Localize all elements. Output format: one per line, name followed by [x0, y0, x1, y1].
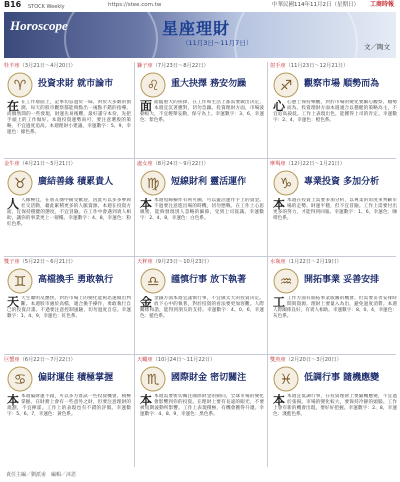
sign-headline: 謹慎行事 放下執著	[171, 275, 247, 285]
sign-header	[4, 356, 132, 364]
sign-dates: （5月22日～6月21日）	[19, 259, 76, 265]
sign-card-pisces	[270, 356, 398, 452]
svg-text:♌: ♌	[146, 78, 160, 94]
sign-name: 牡羊座	[4, 63, 20, 69]
forecast-text: 天生聰明反應快，對於市場上的變化能夠迅速做出判斷。本週股市處於高檔，適合換手操作，勇敢執行自己的投資計畫。不過要注意控制風險，切勿過度自信。幸運數字：1、4、9，幸運色：紅色系。	[7, 296, 131, 319]
sign-forecast	[273, 100, 397, 156]
sign-header	[4, 258, 132, 266]
sign-headline: 專業投資 多加分析	[304, 177, 380, 187]
sign-headline: 國際財金 密切關注	[171, 373, 247, 383]
sign-forecast	[7, 394, 131, 450]
svg-text:♓: ♓	[279, 372, 293, 388]
drop-cap: 工	[273, 296, 286, 309]
drop-cap: 在	[7, 100, 20, 113]
sign-header	[137, 356, 265, 364]
site-url: https://stee.com.tw	[108, 2, 162, 8]
forecast-text: 面臨重大的抉擇，在工作和生活上都需要做出決定，本週宜沉著應對，切勿急躁。投資理財方面，市場波動較大，不宜輕舉妄動，保守為上。幸運數字：3、6，幸運色：紫色系。	[140, 100, 264, 123]
sign-dates: （1月22日～2月19日）	[285, 259, 342, 265]
sign-name: 射手座	[270, 63, 286, 69]
forecast-text: 本週需要密切關注國際財金的動向，全球市場的變化會影響到你的投資。在理財上要有長遠的眼光，不要被短期波動所影響。工作上表現積極，有機會獲得升遷。幸運數字：4、8、9，幸運色：黑色系。	[140, 394, 264, 417]
column-divider	[134, 62, 135, 467]
sign-card-cancer	[4, 356, 132, 452]
sign-header	[137, 258, 265, 266]
row-divider	[4, 354, 396, 355]
sign-name: 處女座	[137, 161, 153, 167]
sign-dates: （9月23日～10月23日）	[152, 259, 212, 265]
sign-card-sagittarius	[270, 62, 398, 158]
row-divider	[4, 158, 396, 159]
sign-forecast	[273, 296, 397, 352]
forecast-text: 人緣極佳，在朋友圈中備受歡迎，因此可以多多參與社交活動，藉此累積更多的人脈資源。本週在投資方面，宜保持穩健的態度，不宜冒險。在工作中會遇到貴人相助，讓你的事業更上一層樓。幸運數字：4、8，幸運色：粉紅色系。	[7, 198, 131, 227]
forecast-text: 本週偏財運不錯，可以多方嘗試一些投資機會，積極掌握。在財務上會有一些意外之財，但要注意理財的規劃，不宜揮霍。工作上的表現也有不錯的評價。幸運數字：5、6、7，幸運色：黃色系。	[7, 394, 131, 417]
sign-name: 金牛座	[4, 161, 20, 167]
sign-card-scorpio	[137, 356, 265, 452]
sign-dates: （12月22日～1月21日）	[285, 161, 345, 167]
sign-header	[4, 62, 132, 70]
sign-dates: （11月23日～12月21日）	[285, 63, 349, 69]
drop-cap: 本	[140, 198, 153, 211]
svg-text:♍: ♍	[146, 176, 160, 192]
sign-name: 水瓶座	[270, 259, 286, 265]
drop-cap: 本	[273, 198, 286, 211]
sign-name: 雙魚座	[270, 357, 286, 363]
column-divider	[267, 62, 268, 467]
sign-name: 天蠍座	[137, 357, 153, 363]
drop-cap: 面	[140, 100, 153, 113]
sign-card-leo	[137, 62, 265, 158]
forecast-text: 在工作層面上，記事切忌過於一昧，對於大多數的預測，每天的股市觀察都能夠點出一兩點不錯的指導。而偶然間的一些發現，財運先易後難，最好謹守本份，先把手頭上的工作做好。本週投資運勢尚可，要注意選股的策略，不宜過度追高。本週理財小建議，幸運數字：5、9，幸運色：綠色系。	[7, 100, 131, 135]
sign-headline: 高檔換手 勇敢執行	[38, 275, 114, 285]
svg-text:♋: ♋	[13, 372, 27, 388]
drop-cap: 心	[273, 100, 286, 113]
sign-headline: 開拓事業 妥善安排	[304, 275, 380, 285]
sign-headline: 低調行事 隨機應變	[304, 373, 380, 383]
sign-forecast	[140, 296, 264, 352]
sign-header	[270, 258, 398, 266]
svg-text:♐: ♐	[279, 78, 293, 94]
sign-dates: （2月20日～3月20日）	[285, 357, 342, 363]
drop-cap: 本	[273, 394, 286, 407]
sign-card-taurus	[4, 160, 132, 256]
forecast-text: 工作方面有開拓事業版圖的機會，但需要妥善安排時間與資源。理財上要量入為出，避免過度消費。本週人際關係良好，有貴人相助。幸運數字：8、0、4，幸運色：灰色系。	[273, 296, 397, 319]
sign-headline: 廣結善緣 積累貴人	[38, 177, 114, 187]
sign-forecast	[7, 198, 131, 254]
page-number: B16	[4, 0, 22, 9]
sign-header	[137, 62, 265, 70]
sign-card-capricorn	[270, 160, 398, 256]
svg-text:♒: ♒	[279, 274, 293, 290]
sign-forecast	[7, 296, 131, 352]
section-label: Horoscope	[10, 18, 68, 33]
sign-dates: （6月22日～7月22日）	[19, 357, 76, 363]
sign-forecast	[140, 198, 264, 254]
swirl-decoration	[234, 12, 358, 58]
svg-text:♊: ♊	[13, 274, 27, 290]
brand-label: STOCK Weekly	[28, 4, 65, 10]
sign-name: 獅子座	[137, 63, 153, 69]
sign-forecast	[7, 100, 131, 156]
sign-header	[4, 160, 132, 168]
sign-card-gemini	[4, 258, 132, 354]
sign-forecast	[140, 394, 264, 450]
drop-cap: 人	[7, 198, 20, 211]
forecast-text: 本週短線操作有利可圖，可以靈活運作手上的資金。不過要注意進出場的時機，切勿戀戰。在工作上心思縝密，能夠發現別人忽略的細節，受到上司賞識。幸運數字：2、4、8，幸運色：白色系。	[140, 198, 264, 221]
sign-card-libra	[137, 258, 265, 354]
drop-cap: 本	[140, 394, 153, 407]
sign-header	[270, 356, 398, 364]
sign-headline: 觀察市場 順勢而為	[304, 79, 380, 89]
sign-forecast	[273, 394, 397, 450]
drop-cap: 天	[7, 296, 20, 309]
sign-header	[270, 62, 398, 70]
issue-date: 中華民國114年11月2日（星期日）	[272, 2, 359, 8]
sign-name: 摩羯座	[270, 161, 286, 167]
sign-dates: （10月24日～11月22日）	[152, 357, 216, 363]
sign-name: 天秤座	[137, 259, 153, 265]
author-credit: 文／陶文	[364, 43, 390, 51]
forecast-text: 本週在投資上需要多加分析，以專業的角度來判斷市場的走勢。財運平穩，但不宜冒險。工作上需要付出更多的努力，才能得到回報。幸運數字：1、6，幸運色：咖啡色系。	[273, 198, 397, 221]
svg-text:♑: ♑	[279, 176, 293, 192]
sign-headline: 偏財運佳 積極掌握	[38, 373, 114, 383]
horoscope-banner	[4, 12, 396, 58]
forecast-text: 心態上保持樂觀，對於市場的變化要細心觀察，順勢而為。投資理財方面本週適合以穩健的策略為主，不宜追高殺低。工作上表現出色，能獲得上司的肯定。幸運數字：2、4，幸運色：橙色系。	[273, 100, 397, 123]
top-strip	[0, 0, 400, 10]
sign-card-virgo	[137, 160, 265, 256]
newspaper-logo: 工商時報	[370, 1, 395, 8]
sign-dates: （8月24日～9月22日）	[152, 161, 209, 167]
sign-header	[270, 160, 398, 168]
sign-name: 雙子座	[4, 259, 20, 265]
sign-card-aquarius	[270, 258, 398, 354]
sign-header	[137, 160, 265, 168]
drop-cap: 金	[140, 296, 153, 309]
sign-dates: （4月21日～5月21日）	[19, 161, 76, 167]
swirl-decoration	[64, 12, 158, 58]
drop-cap: 本	[7, 394, 20, 407]
svg-text:♉: ♉	[13, 176, 27, 192]
page-title: 星座理財	[162, 19, 231, 38]
sign-headline: 重大抉擇 務安勿躁	[171, 79, 247, 89]
row-divider	[4, 256, 396, 257]
sign-dates: （3月21日～4月20日）	[19, 63, 76, 69]
sign-card-aries	[4, 62, 132, 158]
sign-forecast	[140, 100, 264, 156]
svg-text:♈: ♈	[13, 78, 27, 94]
svg-text:♏: ♏	[146, 372, 160, 388]
forecast-text: 金錢方面本週宜謹慎行事，不宜做太大的投資決定。放下心中的執著，對於投資的看法要更加客觀。人際關係和諧，能得到朋友的支持。幸運數字：4、0、6，幸運色：藍色系。	[140, 296, 264, 319]
sign-dates: （7月23日～8月22日）	[152, 63, 209, 69]
forecast-text: 本週宜低調行事，在投資理財上要隨機應變，不宜過於張揚。市場的變化較大，要保持冷靜的頭腦。工作上會有新的機會出現，要好好把握。幸運數字：2、8，幸運色：淺藍色系。	[273, 394, 397, 417]
sign-name: 巨蟹座	[4, 357, 20, 363]
sign-forecast	[273, 198, 397, 254]
sign-headline: 投資求財 就市論市	[38, 79, 114, 89]
svg-text:♎: ♎	[146, 274, 160, 290]
sign-headline: 短線財利 靈活運作	[171, 177, 247, 187]
footer-credits: 責任主編／劉派甫 編輯／沐恩	[6, 472, 77, 478]
date-range: （11月3日～11月7日）	[182, 39, 253, 47]
